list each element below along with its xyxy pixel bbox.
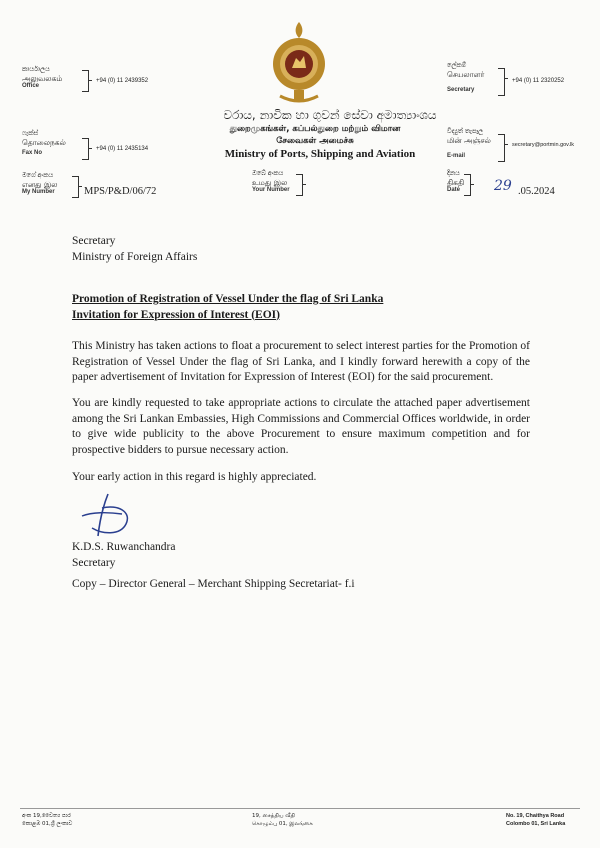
ministry-name-en: Ministry of Ports, Shipping and Aviation	[224, 148, 416, 160]
date-label-ta: திகதி	[447, 178, 465, 187]
ministry-name-ta-2: சேவைகள் அமைச்சு	[276, 136, 354, 146]
signer-name: K.D.S. Ruwanchandra	[72, 541, 176, 553]
my-number-label-en: My Number	[22, 189, 55, 195]
office-label-si: කාර්යාලය	[22, 66, 50, 73]
addressee-title: Secretary	[72, 235, 116, 247]
footer-divider	[20, 808, 580, 809]
footer-address-ta	[252, 812, 313, 828]
fax-brace	[82, 138, 89, 160]
sri-lanka-emblem-icon	[270, 20, 328, 106]
your-number-label	[252, 170, 290, 193]
your-number-label-ta: உமது இல	[252, 178, 288, 187]
my-number-brace	[72, 176, 79, 198]
ministry-name-si: වරාය, නාවික හා ගුවන් සේවා අමාත්‍යාංශය	[223, 108, 437, 122]
secretary-label-en: Secretary	[447, 87, 475, 93]
fax-label-en: Fax No	[22, 150, 43, 156]
secretary-phone: +94 (0) 11 2320252	[512, 78, 565, 84]
secretary-brace	[498, 68, 505, 96]
email-brace	[498, 134, 505, 162]
fax-number: +94 (0) 11 2435134	[96, 146, 149, 152]
email-label-ta: மின் அஞ்சல்	[447, 136, 491, 145]
footer-ta-line-2: கொழும்பு 01, இலங்கை	[252, 821, 313, 827]
office-label-ta: அலுவலகம்	[22, 74, 63, 83]
paragraph-2: You are kindly requested to take appropriate actions to circulate the attached paper advertisement among the Sri Lankan Embassies, High Commissions and Commercial Offices worldwide, in order to give wide publicity to the above Procurement to ensure maximum competition and for prospective bidders to pursue necessary action.	[72, 397, 530, 456]
date-brace	[464, 174, 471, 196]
footer-address-en	[506, 812, 565, 828]
copy-line: Copy – Director General – Merchant Shipping Secretariat- f.i	[72, 578, 355, 590]
fax-label	[22, 130, 66, 156]
date-label-si: දිනය	[447, 170, 460, 177]
email-label-en: E-mail	[447, 153, 466, 159]
office-label	[22, 66, 62, 89]
date-month-year: .05.2024	[518, 186, 555, 197]
ministry-name-ta-1: துறைமுகங்கள், கப்பல்துறை மற்றும் விமான	[229, 124, 401, 134]
my-number-value: MPS/P&D/06/72	[84, 186, 157, 197]
secretary-label-ta: செயலாளர்	[447, 70, 485, 79]
fax-label-ta: தொலைநகல்	[22, 138, 66, 147]
my-number-label-ta: எனது இல	[22, 180, 58, 189]
addressee-block	[72, 234, 530, 265]
my-number-label	[22, 172, 58, 195]
your-number-label-en: Your Number	[252, 187, 290, 193]
subject-block	[72, 292, 530, 323]
subject-line-2: Invitation for Expression of Interest (EOI)	[72, 308, 280, 321]
footer-si-line-1: අංක 19,චෛත්‍ය පාර	[22, 813, 71, 819]
paragraph-1: This Ministry has taken actions to float a procurement to select interest parties for the Promotion of Registration of Vessel Under the flag of Sri Lanka, and I kindly forward herewith a copy of the paper advertisement of Invitation for Expression of Interest (EOI) for the said procurement.	[72, 340, 530, 383]
footer-ta-line-1: 19, சைத்திய வீதி	[252, 813, 296, 819]
date-label-en: Date	[447, 187, 461, 193]
your-number-brace	[296, 174, 303, 196]
signature-block	[72, 540, 530, 571]
subject-line-1: Promotion of Registration of Vessel Under the flag of Sri Lanka	[72, 293, 384, 305]
signer-title: Secretary	[72, 556, 116, 569]
office-brace	[82, 70, 89, 92]
footer-address-si	[22, 812, 72, 828]
signature-icon	[78, 490, 138, 542]
email-address: secretary@portmin.gov.lk	[512, 142, 575, 148]
your-number-label-si: ඔබේ අංකය	[252, 170, 284, 177]
paragraph-3: Your early action in this regard is highly appreciated.	[72, 471, 317, 483]
secretary-label-si: ලේකම්	[447, 62, 467, 69]
footer-si-line-2: කොළඹ 01,ශ්‍රී ලංකාව	[22, 821, 73, 827]
email-label	[447, 128, 491, 159]
footer-en-line-2: Colombo 01, Sri Lanka	[506, 821, 566, 827]
date-day-handwritten: 29	[494, 178, 512, 194]
addressee-org: Ministry of Foreign Affairs	[72, 250, 198, 263]
office-phone: +94 (0) 11 2439352	[96, 78, 149, 84]
date-label	[447, 170, 464, 193]
secretary-label	[447, 62, 484, 93]
email-label-si: විද්‍යුත් තැපෑල	[447, 128, 484, 135]
office-label-en: Office	[22, 83, 40, 89]
my-number-label-si: මගේ අංකය	[22, 172, 54, 179]
fax-label-si: ෆැක්ස්	[22, 130, 39, 137]
footer-en-line-1: No. 19, Chaithya Road	[506, 813, 565, 819]
